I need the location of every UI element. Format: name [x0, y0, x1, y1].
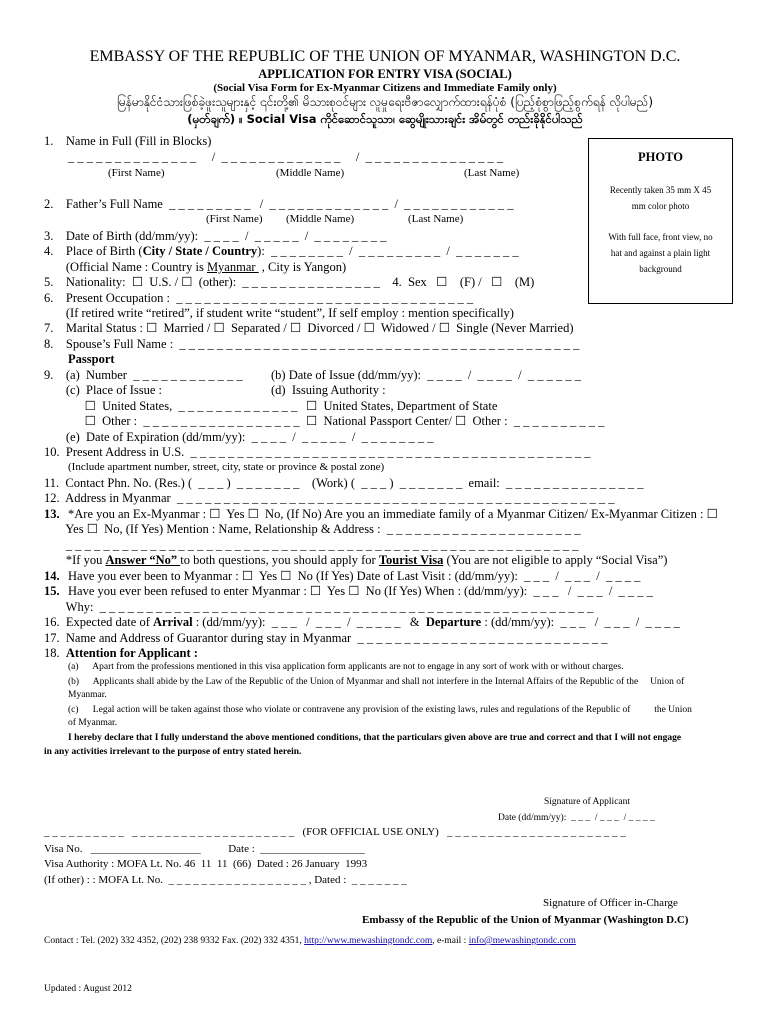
- father-name-field[interactable]: 2. Father’s Full Name _ _ _ _ _ _ _ _ _ / _ _ _ _ _ _ _ _ _ _ _ _ _ / _ _ _ _ _ _ _ _ _ _ _ _: [44, 197, 514, 211]
- passport-number-field[interactable]: 9. (a) Number _ _ _ _ _ _ _ _ _ _ _ _: [44, 368, 243, 382]
- occupation-field[interactable]: 6. Present Occupation : _ _ _ _ _ _ _ _ _ _ _ _ _ _ _ _ _ _ _ _ _ _ _ _ _ _ _ _ _ _ _ _: [44, 291, 474, 305]
- travel-dates-field[interactable]: 16. Expected date of Arrival : (dd/mm/yy): _ _ _ / _ _ _ / _ _ _ _ _ & Departure : (dd/mm/yy): _ _ _ / _ _ _ / _ _ _ _: [44, 615, 680, 629]
- contact-line: Contact : Tel. (202) 332 4352, (202) 238 9332 Fax. (202) 332 4351, http://www.mewashingtondc.com, e-mail : info@mewashingtondc.com: [44, 936, 576, 946]
- condition-b-cont: Myanmar.: [68, 690, 107, 700]
- place-of-issue-label: (c) Place of Issue :: [44, 383, 163, 397]
- authority-state-option[interactable]: ☐ United States, Department of State: [306, 399, 498, 413]
- issuing-authority-label: (d) Issuing Authority :: [271, 383, 386, 397]
- refused-entry-field[interactable]: Have you ever been refused to enter Myanmar : ☐ Yes ☐ No (If Yes) When : (dd/mm/yy): _ _ _ / _ _ _ / _ _ _ _: [68, 584, 653, 598]
- expiration-date-field[interactable]: (e) Date of Expiration (dd/mm/yy): _ _ _ _ / _ _ _ _ _ / _ _ _ _ _ _ _ _: [44, 430, 434, 444]
- condition-c-cont: of Myanmar.: [68, 718, 118, 728]
- declaration-cont: in any activities irrelevant to the purpose of entry stated herein.: [44, 747, 302, 757]
- website-link[interactable]: http://www.mewashingtondc.com: [304, 936, 433, 946]
- officer-signature[interactable]: Signature of Officer in-Charge: [543, 897, 678, 909]
- burmese-note: (မှတ်ချက်) ။ Social Visa ကိုင်ဆောင်သူသာ၊ ဆွေမျိုးသားချင်း အိမ်တွင် တည်းခိုနိုင်ပါသည်: [187, 112, 583, 126]
- myanmar-address-field[interactable]: 12. Address in Myanmar _ _ _ _ _ _ _ _ _ _ _ _ _ _ _ _ _ _ _ _ _ _ _ _ _ _ _ _ _ _ _ _ _ _ _ _ _ _ _ _ _ _ _ _ _ _ _: [44, 491, 615, 505]
- photo-box[interactable]: [588, 138, 733, 304]
- marital-status-field[interactable]: 7. Marital Status : ☐ Married / ☐ Separated / ☐ Divorced / ☐ Widowed / ☐ Single (Never Married): [44, 321, 574, 335]
- guarantor-field[interactable]: 17. Name and Address of Guarantor during stay in Myanmar _ _ _ _ _ _ _ _ _ _ _ _ _ _ _ _ _ _ _ _ _ _ _ _ _ _ _: [44, 631, 608, 645]
- declaration: I hereby declare that I fully understand the above mentioned conditions, that the particulars given above are true and correct and that I will not engage: [68, 733, 682, 743]
- email-link[interactable]: info@mewashingtondc.com: [468, 936, 576, 946]
- last-name-caption: (Last Name): [408, 213, 464, 225]
- visa-number-field[interactable]: Visa No. ____________________ Date : ___________________: [44, 843, 365, 855]
- photo-instruction: mm color photo: [631, 201, 690, 211]
- place-of-birth-field[interactable]: 4. Place of Birth (City / State / Country): _ _ _ _ _ _ _ _ / _ _ _ _ _ _ _ _ _ / _ _ _ _ _ _ _: [44, 244, 519, 258]
- place-issue-us-option[interactable]: ☐ United States, _ _ _ _ _ _ _ _ _ _ _ _ _: [44, 399, 298, 413]
- us-address-field[interactable]: 10. Present Address in U.S. _ _ _ _ _ _ _ _ _ _ _ _ _ _ _ _ _ _ _ _ _ _ _ _ _ _ _ _ _ _ _ _ _ _ _ _ _ _ _ _ _ _ _: [44, 445, 591, 459]
- first-name-caption: (First Name): [108, 167, 165, 179]
- address-note: (Include apartment number, street, city, state or province & postal zone): [68, 461, 385, 473]
- embassy-title: EMBASSY OF THE REPUBLIC OF THE UNION OF MYANMAR, WASHINGTON D.C.: [89, 48, 681, 65]
- item-number: 15.: [44, 584, 60, 598]
- name-label: 1. Name in Full (Fill in Blocks): [44, 134, 212, 148]
- applicant-signature[interactable]: Signature of Applicant: [544, 797, 631, 807]
- date-of-birth-field[interactable]: 3. Date of Birth (dd/mm/yy): _ _ _ _ / _ _ _ _ _ / _ _ _ _ _ _ _ _: [44, 229, 387, 243]
- attention-heading: 18. Attention for Applicant :: [44, 646, 198, 660]
- full-name-field[interactable]: _ _ _ _ _ _ _ _ _ _ _ _ _ _ / _ _ _ _ _ _ _ _ _ _ _ _ _ / _ _ _ _ _ _ _ _ _ _ _ _ _ _ _: [68, 150, 504, 164]
- middle-name-caption: (Middle Name): [276, 167, 345, 179]
- item-number: 14.: [44, 569, 60, 583]
- embassy-name: Embassy of the Republic of the Union of Myanmar (Washington D.C): [362, 914, 689, 926]
- issue-date-field[interactable]: (b) Date of Issue (dd/mm/yy): _ _ _ _ / _ _ _ _ / _ _ _ _ _ _: [271, 368, 582, 382]
- item-number: 13.: [44, 507, 60, 521]
- signature-date-field[interactable]: Date (dd/mm/yy): _ _ _ / _ _ _ / _ _ _ _: [498, 813, 655, 823]
- first-name-caption: (First Name): [206, 213, 263, 225]
- photo-instruction: Recently taken 35 mm X 45: [609, 185, 712, 195]
- photo-instruction: background: [639, 264, 682, 274]
- authority-npc-option[interactable]: ☐ National Passport Center/ ☐ Other : _ _ _ _ _ _ _ _ _ _: [306, 414, 605, 428]
- occupation-note: (If retired write “retired”, if student write “student”, If self employ : mention specifically): [44, 306, 514, 320]
- condition-c: (c) Legal action will be taken against those who violate or contravene any provision of the existing laws, rules and regulations of the Republic of the Union: [68, 705, 692, 715]
- burmese-title: မြန်မာနိုင်ငံသားဖြစ်ခဲ့ဖူးသူများနှင့် ၎င်းတို့၏ မိသားစုဝင်များ လူမှုရေးဗီဇာလျှောက်ထားရန်ပုံစံ (ပြည့်စုံစွာဖြည့်စွက်ရန် လိုပါမည်): [116, 95, 654, 109]
- relationship-field[interactable]: Yes ☐ No, (If Yes) Mention : Name, Relationship & Address : _ _ _ _ _ _ _ _ _ _ _ _ _ _ _ _ _ _ _ _ _: [44, 522, 581, 536]
- place-issue-other-option[interactable]: ☐ Other : _ _ _ _ _ _ _ _ _ _ _ _ _ _ _ _ _: [44, 414, 300, 428]
- middle-name-caption: (Middle Name): [286, 213, 355, 225]
- photo-instruction: hat and against a plain light: [610, 248, 711, 258]
- other-authority-field[interactable]: (If other) : : MOFA Lt. No. _ _ _ _ _ _ _ _ _ _ _ _ _ _ _ _ _ , Dated : _ _ _ _ _ _ _: [44, 874, 407, 886]
- passport-heading: Passport: [68, 352, 115, 366]
- relationship-line[interactable]: _ _ _ _ _ _ _ _ _ _ _ _ _ _ _ _ _ _ _ _ _ _ _ _ _ _ _ _ _ _ _ _ _ _ _ _ _ _ _ _ _ _ _ _ _ _ _ _ _ _ _ _ _ _ _: [44, 538, 579, 552]
- photo-title: PHOTO: [638, 150, 683, 164]
- nationality-sex-field[interactable]: 5. Nationality: ☐ U.S. / ☐ (other): _ _ _ _ _ _ _ _ _ _ _ _ _ _ _ 4. Sex ☐ (F) / ☐ (M): [44, 275, 535, 289]
- form-title: APPLICATION FOR ENTRY VISA (SOCIAL): [258, 67, 512, 81]
- spouse-name-field[interactable]: 8. Spouse’s Full Name : _ _ _ _ _ _ _ _ _ _ _ _ _ _ _ _ _ _ _ _ _ _ _ _ _ _ _ _ _ _ _ _ _ _ _ _ _ _ _ _ _ _ _: [44, 337, 580, 351]
- last-name-caption: (Last Name): [464, 167, 520, 179]
- tourist-visa-note: *If you Answer “No” to both questions, you should apply for Tourist Visa (You are not eligible to apply “Social Visa”): [44, 553, 668, 567]
- refusal-reason-field[interactable]: Why: _ _ _ _ _ _ _ _ _ _ _ _ _ _ _ _ _ _ _ _ _ _ _ _ _ _ _ _ _ _ _ _ _ _ _ _ _ _ _ _ _ _ _ _ _ _ _ _ _ _ _ _ _: [44, 600, 594, 614]
- visa-authority: Visa Authority : MOFA Lt. No. 46 11 11 (66) Dated : 26 January 1993: [44, 858, 368, 870]
- place-of-birth-note: (Official Name : Country is Myanmar , City is Yangon): [44, 260, 347, 274]
- updated-date: Updated : August 2012: [44, 984, 132, 994]
- official-use-divider: _ _ _ _ _ _ _ _ _ _ _ _ _ _ _ _ _ _ _ _ _ _ _ _ _ _ _ _ _ _ (FOR OFFICIAL USE ONLY) _ _ _ _ _ _ _ _ _ _ _ _ _ _ _ _ _ _ _ _ _ _: [44, 826, 626, 838]
- ex-myanmar-question[interactable]: *Are you an Ex-Myanmar : ☐ Yes ☐ No, (If No) Are you an immediate family of a Myanmar Citizen/ Ex-Myanmar Citizen : ☐: [68, 507, 718, 521]
- been-to-myanmar-field[interactable]: Have you ever been to Myanmar : ☐ Yes ☐ No (If Yes) Date of Last Visit : (dd/mm/yy): _ _ _ / _ _ _ / _ _ _ _: [68, 569, 641, 583]
- contact-phone-field[interactable]: 11. Contact Phn. No. (Res.) ( _ _ _ ) _ _ _ _ _ _ _ (Work) ( _ _ _ ) _ _ _ _ _ _ _ email: _ _ _ _ _ _ _ _ _ _ _ _ _ _ _: [44, 476, 644, 490]
- condition-a: (a) Apart from the professions mentioned in this visa application form applicants are not to engage in any sort of work with or without charges.: [68, 662, 624, 672]
- photo-instruction: With full face, front view, no: [608, 232, 713, 242]
- condition-b: (b) Applicants shall abide by the Law of the Republic of the Union of Myanmar and shall not interfere in the Internal Affairs of the Republic of the Union of: [68, 677, 685, 687]
- form-subtitle: (Social Visa Form for Ex-Myanmar Citizens and Immediate Family only): [213, 82, 557, 94]
